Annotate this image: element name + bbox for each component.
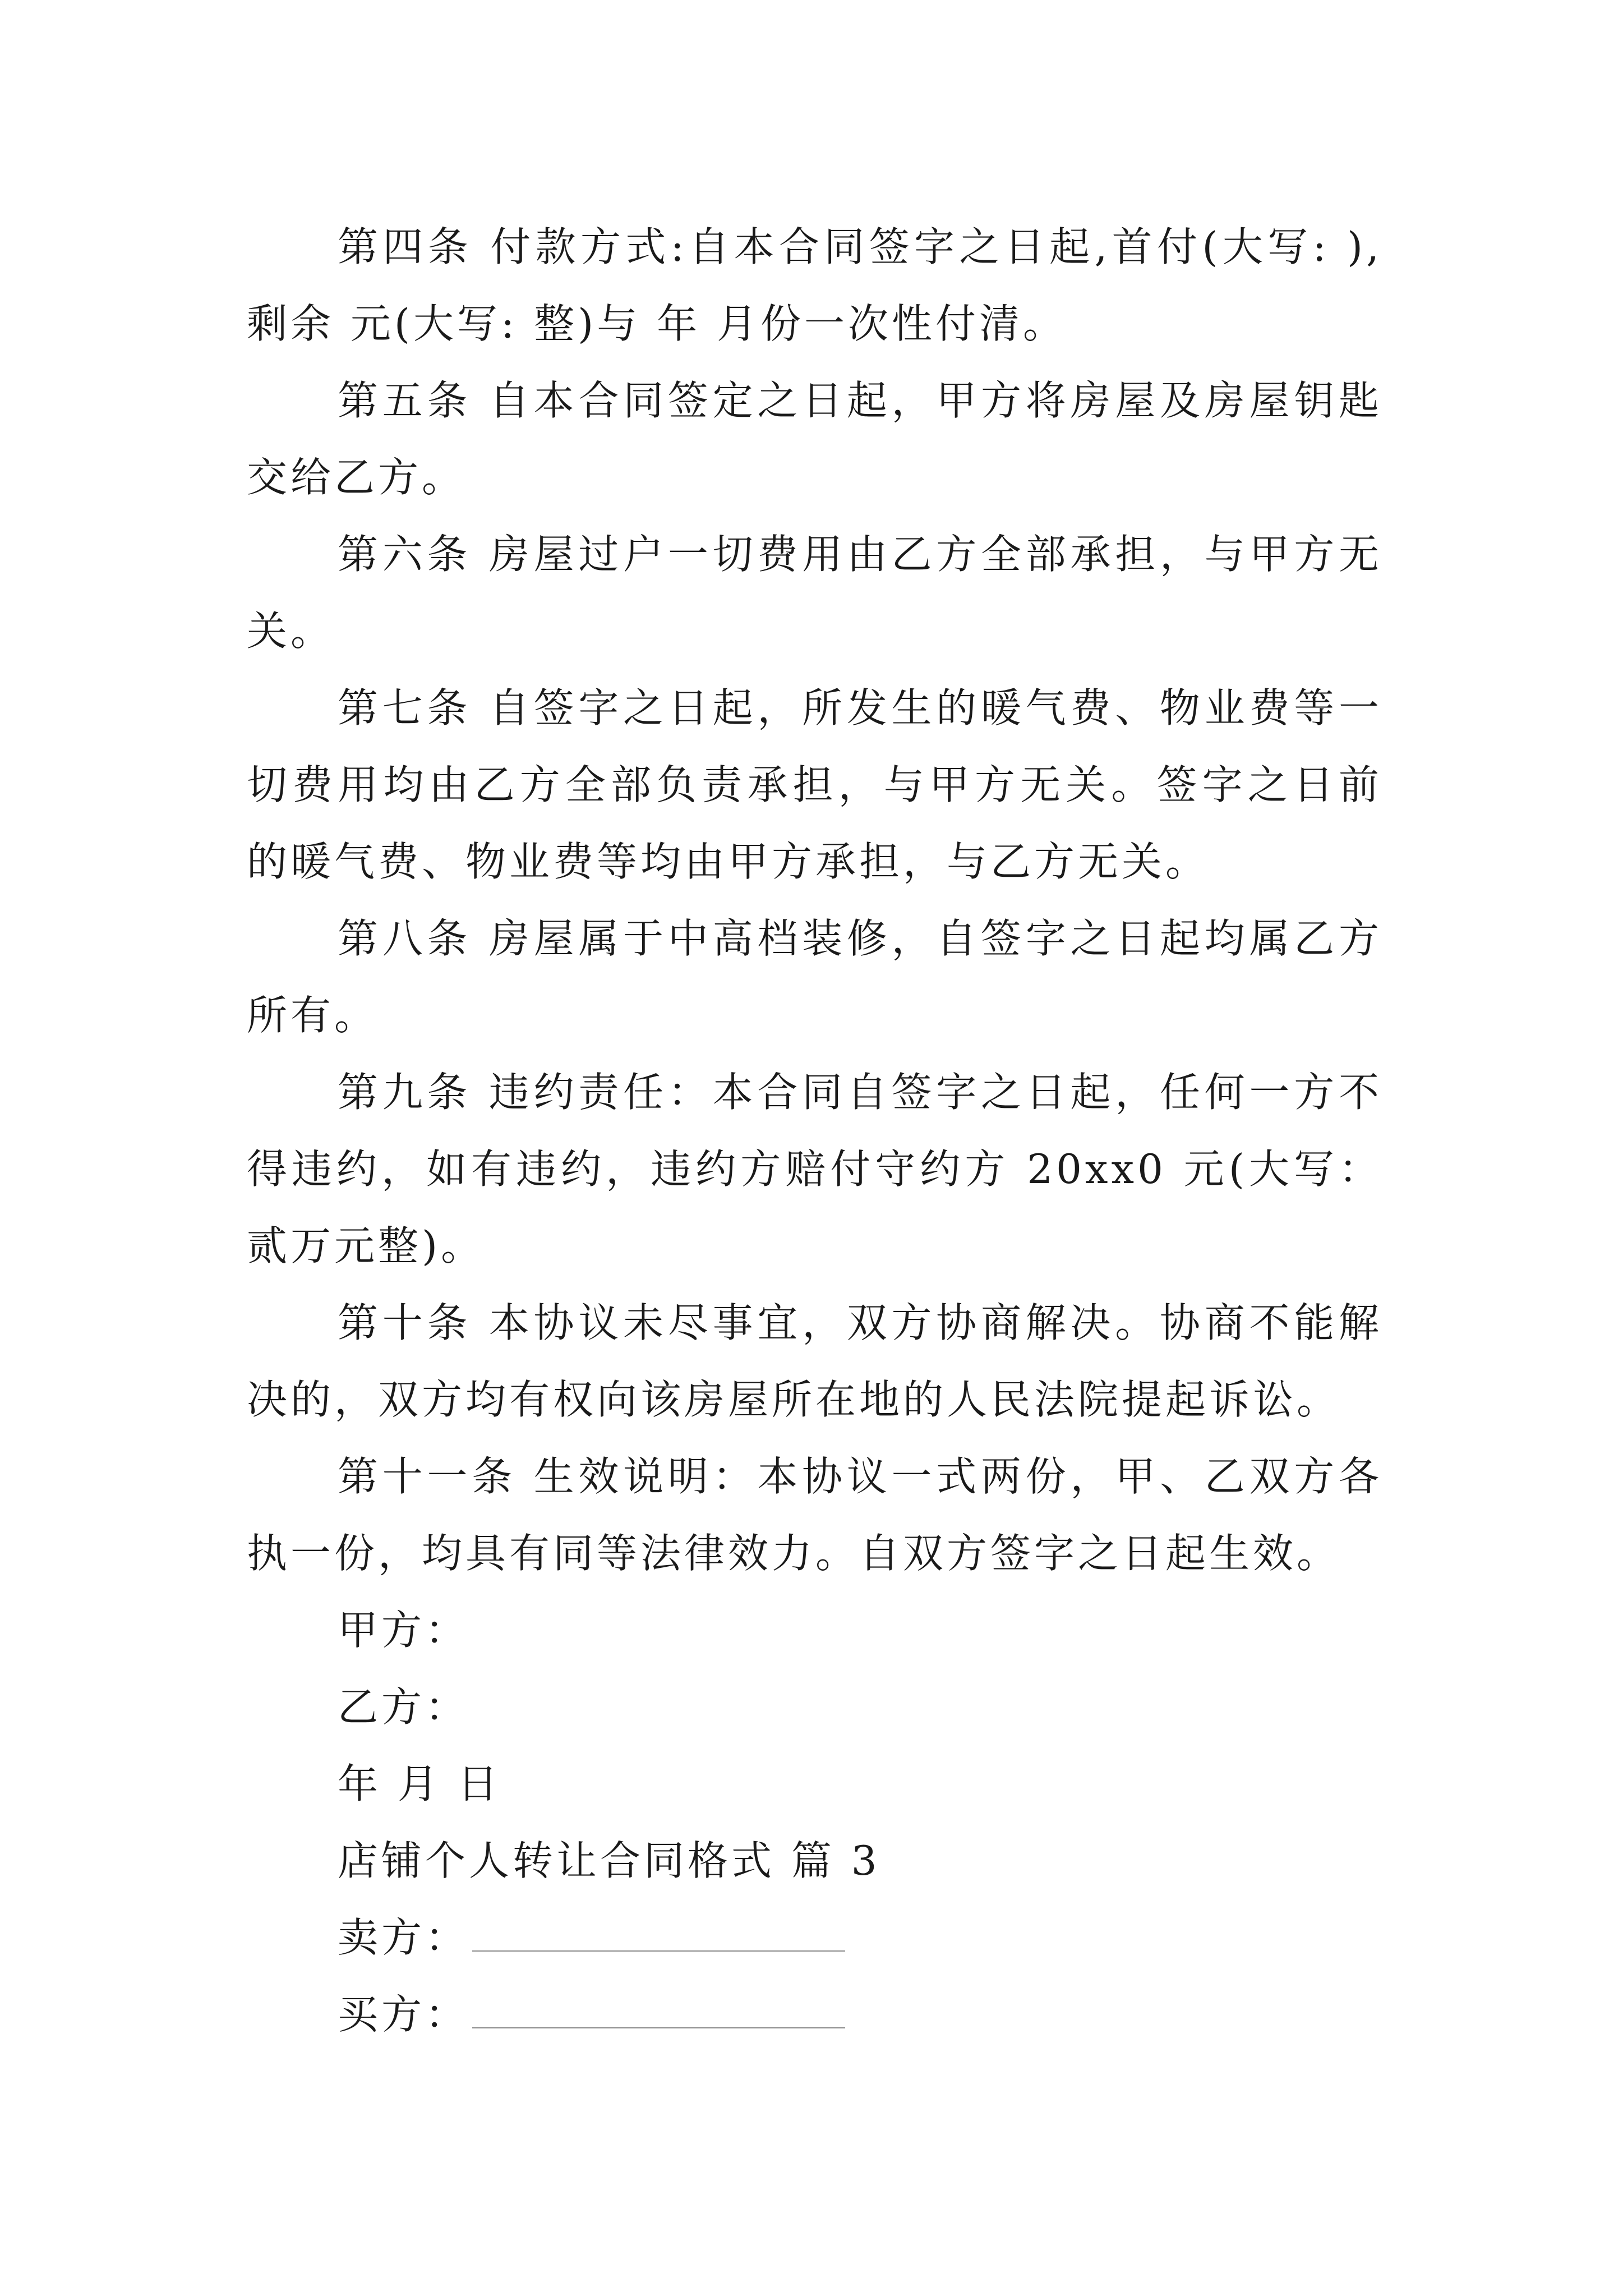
clause-10-disputes: 第十条 本协议未尽事宜，双方协商解决。协商不能解决的，双方均有权向该房屋所在地的人民法院提起诉讼。 (247, 1299, 1382, 1423)
signature-date: 年 月 日 (338, 1760, 501, 1807)
clause-6-transfer-fees: 第六条 房屋过户一切费用由乙方全部承担，与甲方无关。 (247, 531, 1382, 655)
clause-9-breach: 第九条 违约责任：本合同自签字之日起，任何一方不得违约，如有违约，违约方赔付守约方 20xx0 元(大写：贰万元整)。 (247, 1069, 1382, 1269)
document-body (247, 209, 1382, 2053)
seller-line (247, 1899, 1382, 1976)
party-b-signature: 乙方： (338, 1683, 469, 1731)
seller-label: 卖方： (338, 1914, 469, 1961)
buyer-blank (472, 1993, 845, 2028)
clause-8-decoration: 第八条 房屋属于中高档装修，自签字之日起均属乙方所有。 (247, 915, 1382, 1039)
clause-4-payment: 第四条 付款方式:自本合同签字之日起,首付(大写: ),剩余 元(大写: 整)与 年 月份一次性付清。 (247, 223, 1382, 347)
section-title: 店铺个人转让合同格式 篇 3 (338, 1837, 880, 1884)
buyer-label: 买方： (338, 1991, 469, 2038)
clause-5-handover: 第五条 自本合同签定之日起，甲方将房屋及房屋钥匙交给乙方。 (247, 377, 1382, 501)
buyer-line (247, 1976, 1382, 2053)
party-a-signature: 甲方： (338, 1607, 469, 1654)
clause-7-utility-fees: 第七条 自签字之日起，所发生的暖气费、物业费等一切费用均由乙方全部负责承担，与甲方无关。签字之日前的暖气费、物业费等均由甲方承担，与乙方无关。 (247, 684, 1382, 885)
clause-11-effectiveness: 第十一条 生效说明：本协议一式两份，甲、乙双方各执一份，均具有同等法律效力。自双方签字之日起生效。 (247, 1453, 1382, 1577)
seller-blank (472, 1916, 845, 1952)
